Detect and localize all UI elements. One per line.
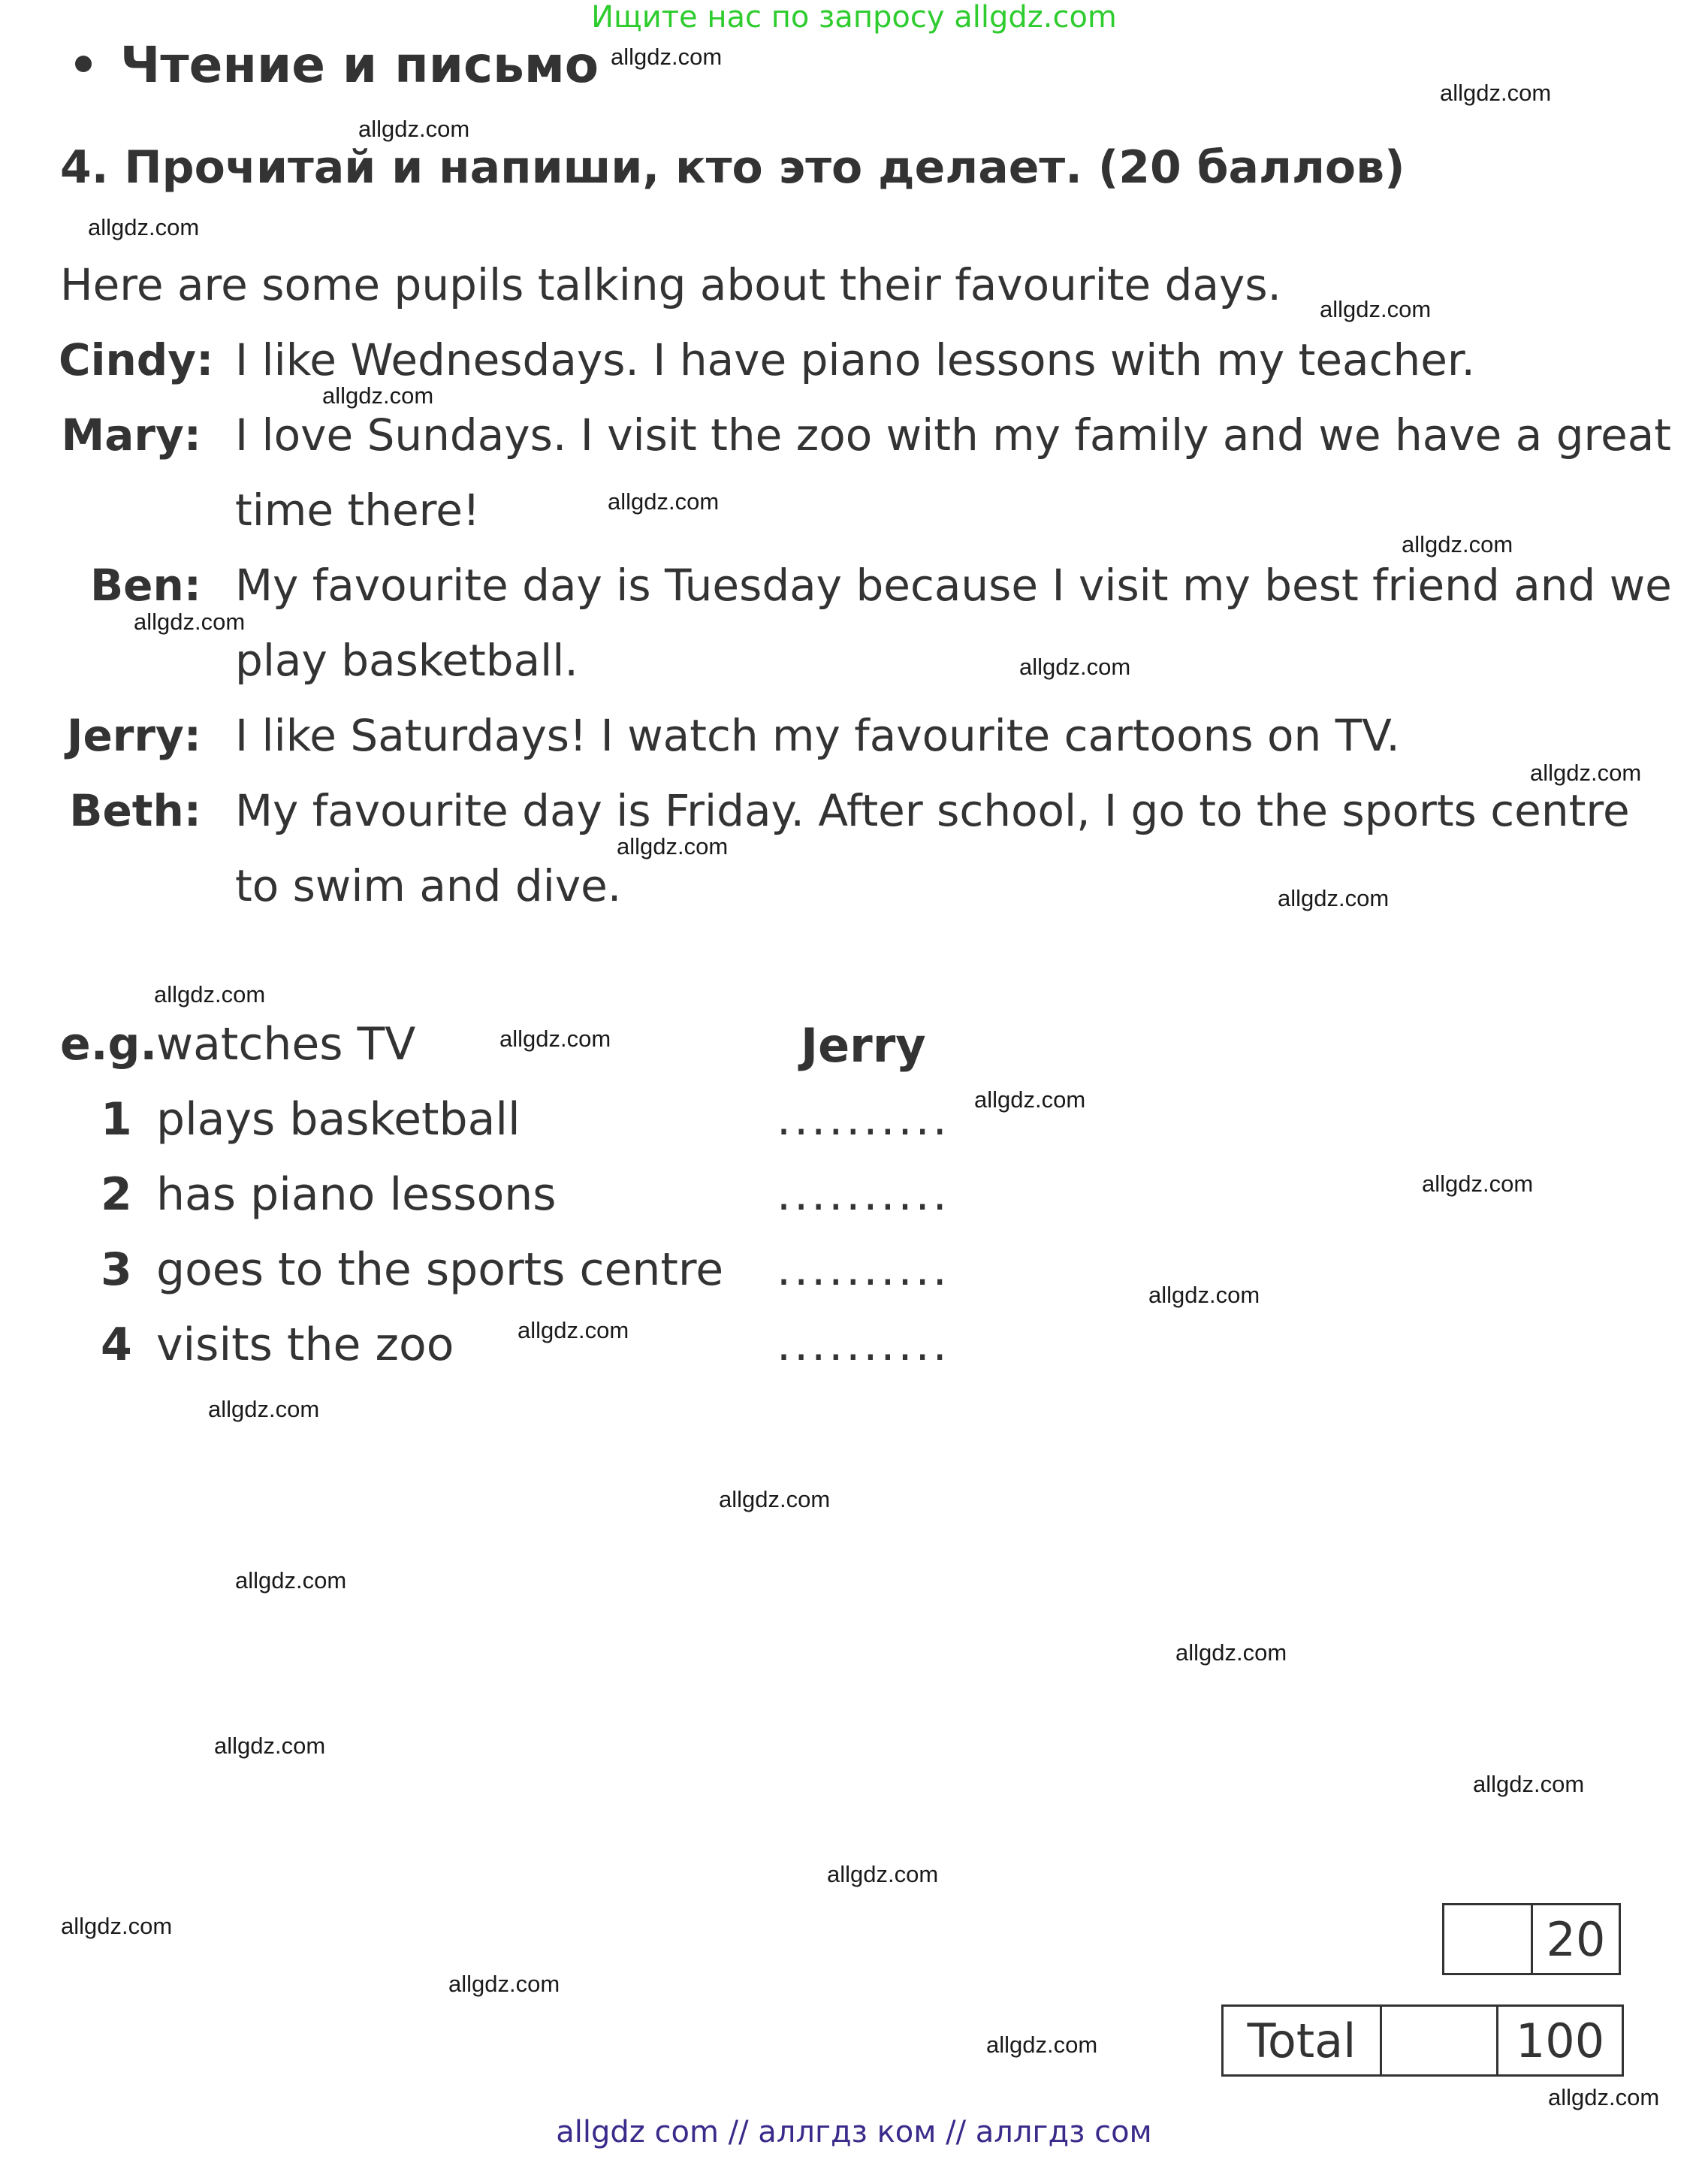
watermark: allgdz.com — [608, 488, 720, 515]
total-box — [1221, 2004, 1624, 2077]
watermark: allgdz.com — [1320, 296, 1432, 322]
watermark: allgdz.com — [1278, 885, 1390, 911]
watermark: allgdz.com — [1422, 1171, 1534, 1197]
watermark: allgdz.com — [1402, 531, 1513, 557]
item-number: 1 — [101, 1093, 132, 1146]
score-input[interactable] — [1444, 1905, 1533, 1973]
dialogue-line: I like Saturdays! I watch my favourite cartoons on TV. — [235, 710, 1400, 761]
speaker-jerry: Jerry: — [66, 710, 201, 761]
watermark: allgdz.com — [1473, 1771, 1585, 1797]
watermark: allgdz.com — [611, 44, 723, 70]
watermark: allgdz.com — [208, 1396, 320, 1422]
watermark: allgdz.com — [1148, 1282, 1260, 1308]
watermark: allgdz.com — [88, 214, 200, 240]
speaker-cindy: Cindy: — [59, 334, 214, 385]
score-box — [1442, 1903, 1621, 1975]
answer-blank[interactable]: .......... — [777, 1168, 950, 1221]
watermark: allgdz.com — [154, 981, 266, 1007]
watermark: allgdz.com — [322, 382, 434, 409]
answer-blank[interactable]: .......... — [777, 1243, 950, 1296]
watermark: allgdz.com — [518, 1317, 629, 1343]
section-title — [75, 36, 599, 94]
watermark: allgdz.com — [719, 1486, 831, 1512]
dialogue-line: to swim and dive. — [235, 860, 622, 911]
intro-text: Here are some pupils talking about their favourite days. — [60, 259, 1281, 310]
example-label: e.g. — [60, 1018, 158, 1071]
example-text: watches TV — [156, 1018, 416, 1071]
answer-blank[interactable]: .......... — [777, 1319, 950, 1371]
speaker-beth: Beth: — [69, 785, 201, 836]
watermark: allgdz.com — [134, 609, 246, 635]
watermark: allgdz.com — [617, 833, 729, 859]
watermark: allgdz.com — [1440, 80, 1552, 106]
dialogue-line: My favourite day is Tuesday because I visit my best friend and we — [235, 560, 1672, 611]
item-number: 4 — [101, 1319, 132, 1371]
score-max: 20 — [1546, 1911, 1606, 1967]
watermark: allgdz.com — [1019, 654, 1131, 680]
task-title: 4. Прочитай и напиши, кто это делает. (20 баллов) — [60, 141, 1405, 194]
watermark: allgdz.com — [1548, 2084, 1660, 2110]
dialogue-line: play basketball. — [235, 635, 578, 686]
item-number: 3 — [101, 1243, 132, 1296]
dialogue-line: I like Wednesdays. I have piano lessons with my teacher. — [235, 334, 1475, 385]
watermark: allgdz.com — [214, 1733, 326, 1759]
dialogue-line: My favourite day is Friday. After school, I go to the sports centre — [235, 785, 1630, 836]
watermark: allgdz.com — [235, 1567, 347, 1594]
total-input[interactable] — [1382, 2007, 1498, 2074]
footer-text: allgdz com // аллгдз ком // аллгдз сом — [556, 2115, 1152, 2149]
watermark: allgdz.com — [1530, 760, 1642, 786]
bullet-icon — [75, 56, 92, 72]
item-text: visits the zoo — [156, 1319, 454, 1371]
total-label: Total — [1224, 2007, 1382, 2074]
top-banner: Ищите нас по запросу allgdz.com — [591, 0, 1117, 35]
item-text: has piano lessons — [156, 1168, 557, 1221]
item-number: 2 — [101, 1168, 132, 1221]
watermark: allgdz.com — [61, 1913, 173, 1939]
example-answer: Jerry — [801, 1018, 926, 1073]
speaker-mary: Mary: — [61, 409, 201, 461]
dialogue-line: time there! — [235, 485, 481, 536]
watermark: allgdz.com — [827, 1861, 939, 1887]
watermark: allgdz.com — [974, 1086, 1086, 1113]
section-title-text: Чтение и письмо — [120, 36, 599, 94]
item-text: goes to the sports centre — [156, 1243, 724, 1296]
watermark: allgdz.com — [1175, 1639, 1287, 1666]
watermark: allgdz.com — [448, 1971, 560, 1997]
dialogue-line: I love Sundays. I visit the zoo with my family and we have a great — [235, 409, 1672, 461]
watermark: allgdz.com — [499, 1026, 611, 1052]
item-text: plays basketball — [156, 1093, 521, 1146]
total-max: 100 — [1515, 2013, 1605, 2068]
speaker-ben: Ben: — [89, 560, 201, 611]
watermark: allgdz.com — [986, 2032, 1098, 2058]
watermark: allgdz.com — [358, 116, 470, 142]
answer-blank[interactable]: .......... — [777, 1093, 950, 1146]
